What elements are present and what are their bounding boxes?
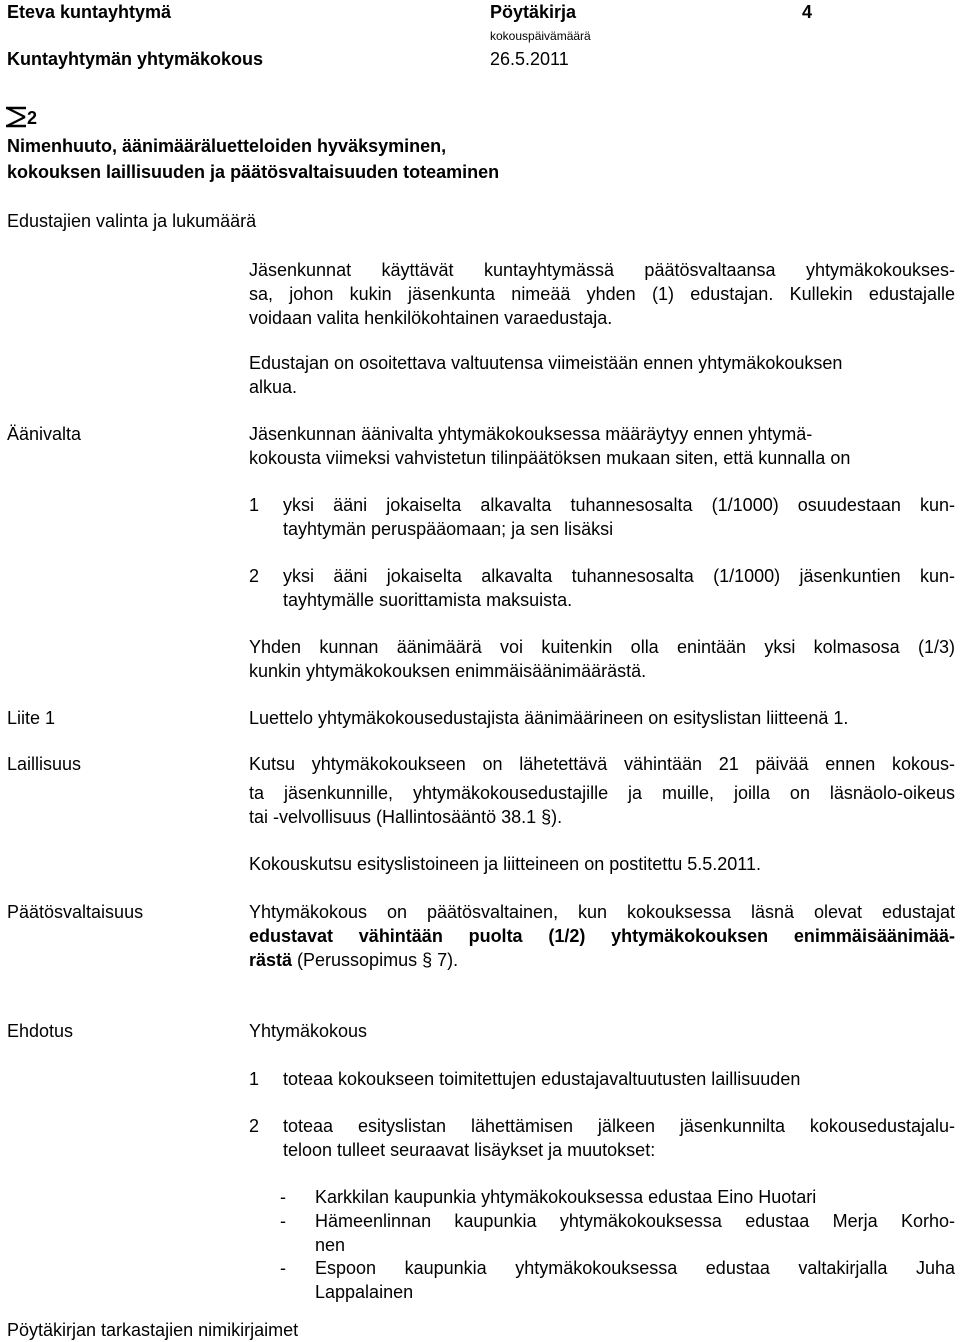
text-line: Kutsu yhtymäkokoukseen on lähetettävä vähintään 21 päivää ennen kokous- bbox=[249, 754, 955, 774]
text-line: Yhtymäkokous bbox=[249, 1021, 368, 1041]
aanivalta-intro bbox=[249, 422, 955, 470]
bullet-dash: - bbox=[280, 1211, 286, 1231]
header-meeting: Kuntayhtymän yhtymäkokous bbox=[7, 49, 264, 69]
list-item bbox=[283, 493, 955, 541]
text-line: voidaan valita henkilökohtainen varaedustaja. bbox=[249, 308, 613, 328]
header-date-label: kokouspäivämäärä bbox=[490, 29, 591, 43]
section-marker-icon bbox=[5, 106, 27, 128]
ehdotus-body bbox=[249, 1019, 955, 1043]
text-line: Hämeenlinnan kaupunkia yhtymäkokouksessa edustaa Merja Korho- bbox=[315, 1211, 955, 1231]
list-item bbox=[283, 564, 955, 612]
text-line: Karkkilan kaupunkia yhtymäkokouksessa edustaa Eino Huotari bbox=[315, 1187, 817, 1207]
text-line: kokousta viimeksi vahvistetun tilinpäätöksen mukaan siten, että kunnalla on bbox=[249, 448, 851, 468]
header-date: 26.5.2011 bbox=[490, 49, 569, 69]
header-org: Eteva kuntayhtymä bbox=[7, 2, 172, 22]
text-line: tayhtymän peruspääomaan; ja sen lisäksi bbox=[283, 519, 614, 539]
text-line: Lappalainen bbox=[315, 1282, 414, 1302]
liite-label: Liite 1 bbox=[7, 708, 56, 728]
text-line-bold: edustavat vähintään puolta (1/2) yhtymäkokouksen enimmäisäänimää- bbox=[249, 926, 955, 946]
laillisuus-paragraph bbox=[249, 752, 955, 776]
text-line: yksi ääni jokaiselta alkavalta tuhannesosalta (1/1000) jäsenkuntien kun- bbox=[283, 566, 955, 586]
text-line: tayhtymälle suorittamista maksuista. bbox=[283, 590, 573, 610]
text-line: Espoon kaupunkia yhtymäkokouksessa edustaa valtakirjalla Juha bbox=[315, 1258, 955, 1278]
aanivalta-label: Äänivalta bbox=[7, 424, 82, 444]
text-line: nen bbox=[315, 1235, 346, 1255]
text-line: (Perussopimus § 7). bbox=[292, 950, 459, 970]
liite-text bbox=[249, 706, 955, 730]
edustajat-heading: Edustajien valinta ja lukumäärä bbox=[7, 211, 257, 231]
text-line: tai -velvollisuus (Hallintosääntö 38.1 §). bbox=[249, 807, 563, 827]
list-number: 2 bbox=[249, 566, 260, 586]
paatosvaltaisuus-label: Päätösvaltaisuus bbox=[7, 902, 144, 922]
text-line: Yhden kunnan äänimäärä voi kuitenkin olla enintään yksi kolmasosa (1/3) bbox=[249, 637, 955, 657]
header-page-number: 4 bbox=[802, 2, 813, 22]
text-line: Kokouskutsu esityslistoineen ja liitteineen on postitettu 5.5.2011. bbox=[249, 854, 761, 874]
section-number: 2 bbox=[27, 108, 38, 128]
bullet-item bbox=[315, 1256, 955, 1304]
list-number: 2 bbox=[249, 1116, 260, 1136]
list-number: 1 bbox=[249, 495, 260, 515]
bullet-item bbox=[315, 1209, 955, 1257]
text-line: yksi ääni jokaiselta alkavalta tuhannesosalta (1/1000) osuudestaan kun- bbox=[283, 495, 955, 515]
list-item bbox=[283, 1067, 955, 1091]
bullet-dash: - bbox=[280, 1187, 286, 1207]
text-line: Jäsenkunnat käyttävät kuntayhtymässä päätösvaltaansa yhtymäkokoukses- bbox=[249, 260, 955, 280]
list-item bbox=[283, 1114, 955, 1162]
laillisuus-label: Laillisuus bbox=[7, 754, 82, 774]
section-title-line1: Nimenhuuto, äänimääräluetteloiden hyväksyminen, bbox=[7, 136, 447, 156]
bullet-dash: - bbox=[280, 1258, 286, 1278]
text-line: toteaa esityslistan lähettämisen jälkeen jäsenkunnilta kokousedustajalu- bbox=[283, 1116, 955, 1136]
paatosvaltaisuus-paragraph bbox=[249, 900, 955, 972]
aanivalta-outro bbox=[249, 635, 955, 683]
footer-text: Pöytäkirjan tarkastajien nimikirjaimet bbox=[7, 1320, 299, 1340]
ehdotus-label: Ehdotus bbox=[7, 1021, 74, 1041]
laillisuus-note bbox=[249, 852, 955, 876]
edustajat-paragraph-1 bbox=[249, 258, 955, 330]
section-title-line2: kokouksen laillisuuden ja päätösvaltaisuuden toteaminen bbox=[7, 162, 500, 182]
text-line: Yhtymäkokous on päätösvaltainen, kun kokouksessa läsnä olevat edustajat bbox=[249, 902, 955, 922]
text-line: ta jäsenkunnille, yhtymäkokousedustajille ja muille, joilla on läsnäolo-oikeus bbox=[249, 783, 955, 803]
text-line: Edustajan on osoitettava valtuutensa viimeistään ennen yhtymäkokouksen bbox=[249, 353, 843, 373]
text-line: toteaa kokoukseen toimitettujen edustajavaltuutusten laillisuuden bbox=[283, 1069, 801, 1089]
text-line: kunkin yhtymäkokouksen enimmäisäänimäärästä. bbox=[249, 661, 647, 681]
text-bold: rästä bbox=[249, 950, 293, 970]
bullet-item bbox=[315, 1185, 955, 1209]
header-doc-type: Pöytäkirja bbox=[490, 2, 577, 22]
text-line: alkua. bbox=[249, 377, 298, 397]
edustajat-paragraph-2 bbox=[249, 351, 955, 399]
list-number: 1 bbox=[249, 1069, 260, 1089]
text-line: Luettelo yhtymäkokousedustajista äänimäärineen on esityslistan liitteenä 1. bbox=[249, 708, 849, 728]
laillisuus-paragraph-cont bbox=[249, 781, 955, 829]
text-line: teloon tulleet seuraavat lisäykset ja muutokset: bbox=[283, 1140, 656, 1160]
text-line: sa, johon kukin jäsenkunta nimeää yhden (1) edustajan. Kullekin edustajalle bbox=[249, 284, 955, 304]
text-line: Jäsenkunnan äänivalta yhtymäkokouksessa määräytyy ennen yhtymä- bbox=[249, 424, 813, 444]
